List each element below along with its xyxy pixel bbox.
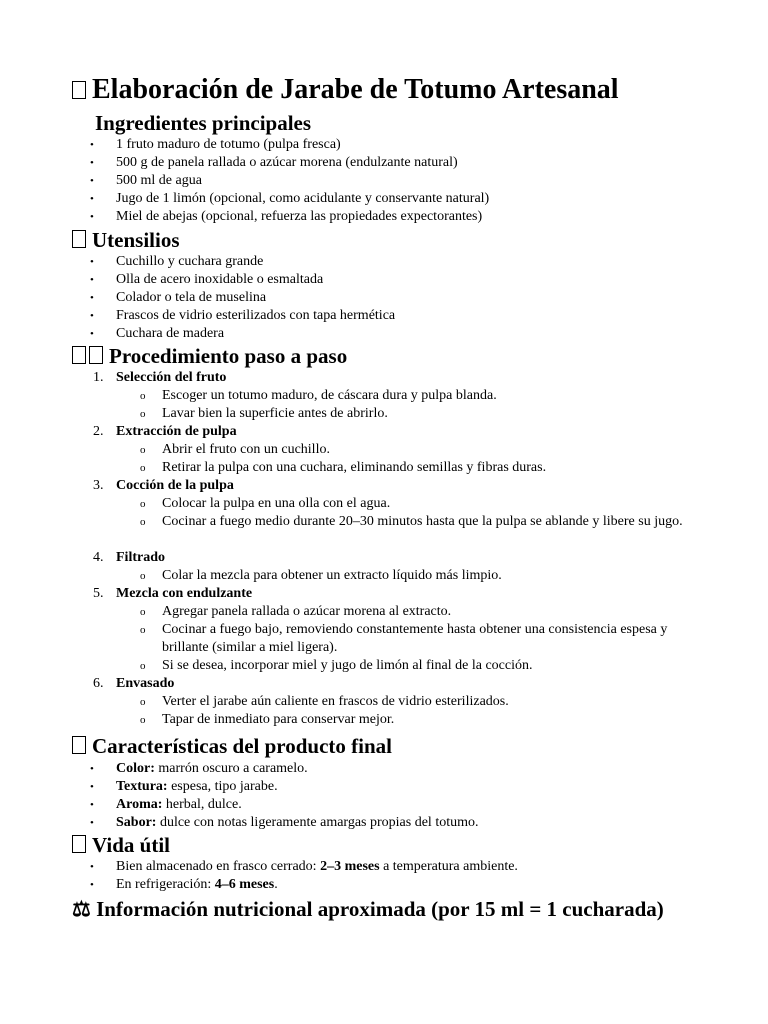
characteristics-heading: Características del producto final bbox=[72, 733, 392, 760]
ingredients-heading: Ingredientes principales bbox=[95, 111, 312, 135]
document-title: Elaboración de Jarabe de Totumo Artesanal bbox=[72, 72, 619, 108]
scale-icon: ⚖ bbox=[72, 897, 91, 921]
missing-glyph-icon bbox=[89, 346, 103, 364]
document-page: Elaboración de Jarabe de Totumo Artesanal Ingredientes principales • 1 fruto maduro de totumo (pulpa fresca) • 500 g de panela rallada o azúcar morena (endulzante natural) • 500 ml de agua • Jugo de 1 limón (opcional, como acidulante y conservante natural) • Miel de abejas (opcional, refuerza las propiedades expectorantes) Utensilios • Cuchillo y cuchara grande • Olla de acero inoxidable o esmaltada • Colador o tela de muselina • Frascos de vidrio esterilizados con tapa hermética • Cuchara de madera Procedimiento paso a paso 1. Selección del fruto o Escoger un totumo maduro, de cáscara dura y pulpa blanda. o Lavar bien la superficie antes de abrirlo. 2. Extracción de pulpa o Abrir el fruto con un cuchillo. o Retirar la pulpa con una cuchara, eliminando semillas y fibras duras. 3. Cocción de la pulpa o Colocar la pulpa en una olla con el agua. o Cocinar a fuego medio durante 20–30 minutos hasta que la pulpa se ablande y libere su jugo. 4. Filtrado o Colar la mezcla para obtener un extracto líquido más limpio. 5. Mezcla con endulzante o Agregar panela rallada o azúcar morena al extracto. o Cocinar a fuego bajo, removiendo constantemente hasta obtener una consistencia espesa y brillante (similar a miel ligera). o Si se desea, incorporar miel y jugo de limón al final de la cocción. 6. Envasado o Verter el jarabe aún caliente en frascos de vidrio esterilizados. o Tapar de inmediato para conservar mejor. Características del producto final • Color: marrón oscuro a caramelo. • Textura: espesa, tipo jarabe. • Aroma: herbal, dulce. • Sabor: dulce con notas ligeramente amargas propias del totumo. Vida útil • Bien almacenado en frasco cerrado: 2–3 meses a temperatura ambiente. • En refrigeración: 4–6 meses. ⚖ Información nutricional aproximada (por 15 ml = 1 cucharada) bbox=[0, 0, 768, 1024]
missing-glyph-icon bbox=[72, 835, 86, 853]
utensils-heading: Utensilios bbox=[72, 227, 180, 254]
procedure-heading: Procedimiento paso a paso bbox=[72, 343, 347, 370]
nutrition-heading: ⚖ Información nutricional aproximada (por 15 ml = 1 cucharada) bbox=[72, 897, 664, 921]
missing-glyph-icon bbox=[72, 346, 86, 364]
missing-glyph-icon bbox=[72, 736, 86, 754]
shelf-life-heading: Vida útil bbox=[72, 832, 170, 859]
missing-glyph-icon bbox=[72, 81, 86, 99]
missing-glyph-icon bbox=[72, 230, 86, 248]
